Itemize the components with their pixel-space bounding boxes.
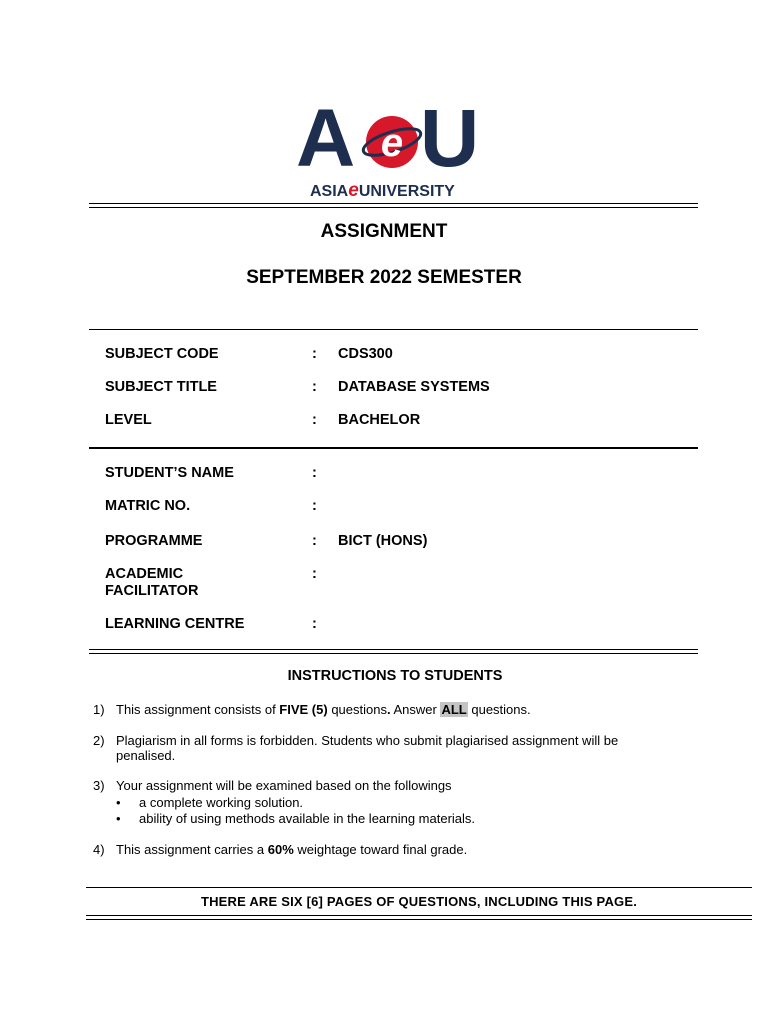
logo-letter-e: e bbox=[380, 121, 404, 165]
instructions-divider bbox=[89, 649, 698, 654]
page-title: ASSIGNMENT bbox=[320, 221, 448, 242]
programme-value: BICT (HONS) bbox=[338, 533, 428, 549]
subject-divider-top bbox=[89, 329, 698, 330]
instruction-4-text: This assignment carries a 60% weightage toward final grade. bbox=[116, 842, 468, 857]
logo-wordmark bbox=[294, 93, 488, 184]
level-label: LEVEL bbox=[105, 412, 152, 428]
logo-tagline: ASIAeUNIVERSITY bbox=[310, 180, 455, 201]
programme-label: PROGRAMME bbox=[105, 533, 203, 549]
bullet-icon: • bbox=[116, 811, 121, 826]
instruction-2-number: 2) bbox=[93, 733, 105, 748]
instruction-2-line1: Plagiarism in all forms is forbidden. Students who submit plagiarised assignment will be bbox=[116, 733, 619, 748]
learning-centre-label: LEARNING CENTRE bbox=[105, 616, 245, 632]
level-colon: : bbox=[312, 412, 317, 428]
instruction-4-number: 4) bbox=[93, 842, 105, 857]
instruction-2-line2: penalised. bbox=[116, 748, 176, 763]
instruction-3-text: Your assignment will be examined based on the followings bbox=[116, 778, 452, 793]
footer-divider-bottom bbox=[86, 915, 752, 920]
student-name-label: STUDENT’S NAME bbox=[105, 465, 234, 481]
academic-facilitator-label-line2: FACILITATOR bbox=[105, 583, 199, 599]
academic-facilitator-label-line1: ACADEMIC bbox=[105, 566, 184, 582]
subject-title-label: SUBJECT TITLE bbox=[105, 379, 217, 395]
all-highlight: ALL bbox=[441, 702, 467, 717]
page-count-notice: THERE ARE SIX [6] PAGES OF QUESTIONS, INCLUDING THIS PAGE. bbox=[200, 894, 638, 909]
student-name-colon: : bbox=[312, 465, 317, 481]
instruction-1-number: 1) bbox=[93, 702, 105, 717]
subject-title-value: DATABASE SYSTEMS bbox=[338, 379, 490, 395]
bullet-icon: • bbox=[116, 795, 121, 810]
logo-letter-a: A bbox=[296, 93, 354, 184]
subject-title-colon: : bbox=[312, 379, 317, 395]
instruction-1-text: This assignment consists of FIVE (5) questions. Answer ALL questions. bbox=[116, 702, 531, 717]
programme-colon: : bbox=[312, 533, 317, 549]
learning-centre-colon: : bbox=[312, 616, 317, 632]
level-value: BACHELOR bbox=[338, 412, 421, 428]
subject-code-label: SUBJECT CODE bbox=[105, 346, 219, 362]
instruction-3-bullet-1: a complete working solution. bbox=[139, 795, 304, 810]
footer-divider-top bbox=[86, 887, 752, 888]
instructions-heading: INSTRUCTIONS TO STUDENTS bbox=[287, 668, 503, 684]
academic-facilitator-colon: : bbox=[312, 566, 317, 582]
header-divider bbox=[89, 203, 698, 208]
subject-code-value: CDS300 bbox=[338, 346, 393, 362]
instruction-3-number: 3) bbox=[93, 778, 105, 793]
subject-code-colon: : bbox=[312, 346, 317, 362]
university-logo bbox=[294, 93, 488, 201]
logo-letter-u: U bbox=[420, 93, 478, 184]
matric-no-colon: : bbox=[312, 498, 317, 514]
student-divider-top bbox=[89, 447, 698, 449]
matric-no-label: MATRIC NO. bbox=[105, 498, 191, 514]
instruction-3-bullet-2: ability of using methods available in the learning materials. bbox=[139, 811, 476, 826]
semester-title: SEPTEMBER 2022 SEMESTER bbox=[246, 267, 522, 288]
logo-e-emblem-icon bbox=[360, 106, 424, 174]
